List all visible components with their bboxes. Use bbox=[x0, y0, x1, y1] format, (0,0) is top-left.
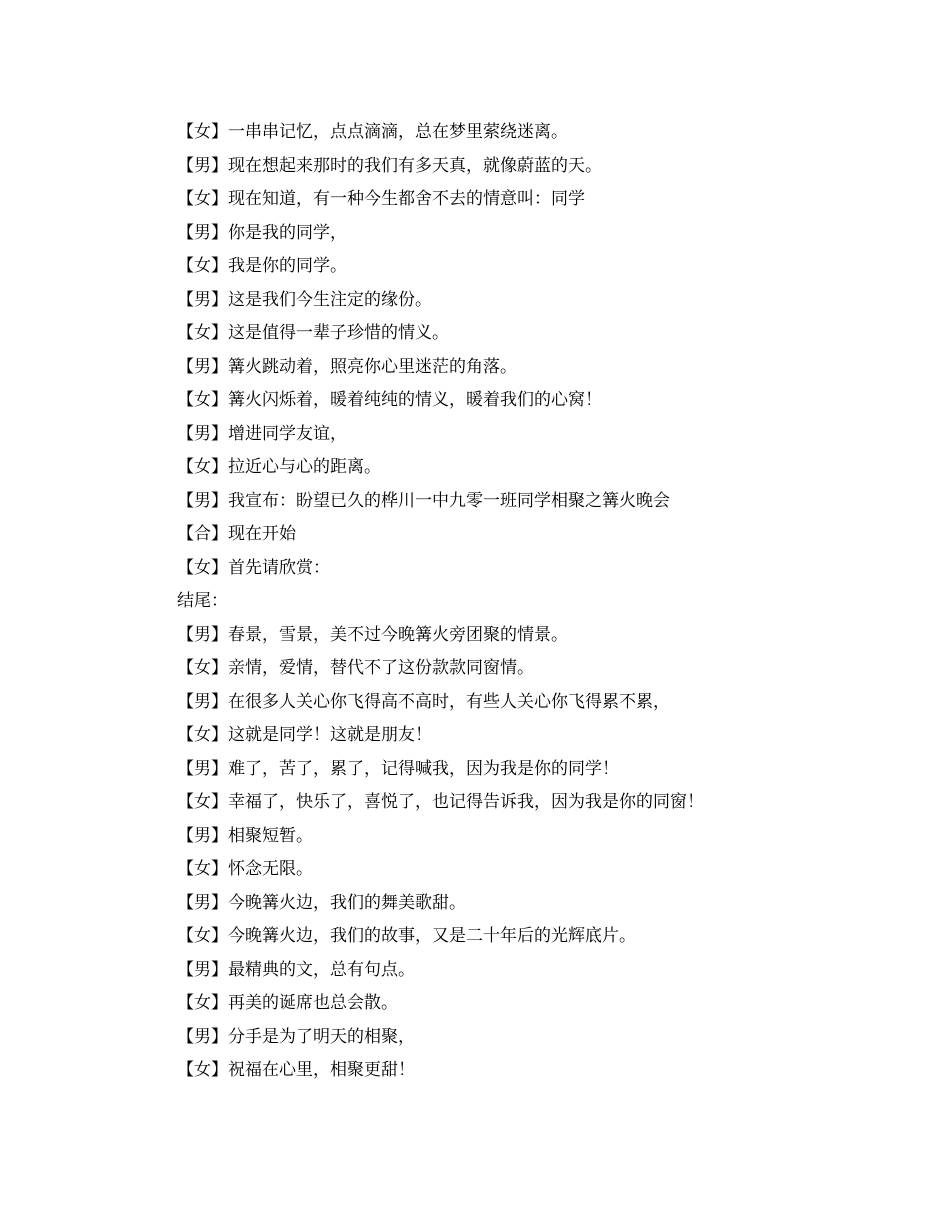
line-text: 亲情，爱情，替代不了这份款款同窗情。 bbox=[228, 658, 534, 678]
line-text: 增进同学友谊， bbox=[228, 423, 347, 444]
script-line bbox=[177, 552, 897, 586]
speaker-tag: 【女】 bbox=[177, 926, 228, 946]
script-line bbox=[177, 250, 897, 284]
script-line bbox=[177, 284, 897, 318]
line-text: 最精典的文，总有句点。 bbox=[228, 959, 415, 980]
script-line bbox=[177, 485, 897, 519]
script-line bbox=[177, 384, 897, 418]
speaker-tag: 【女】 bbox=[177, 557, 228, 578]
speaker-tag: 【女】 bbox=[177, 323, 228, 343]
line-text: 我是你的同学。 bbox=[228, 256, 347, 276]
speaker-tag: 【女】 bbox=[177, 457, 228, 477]
speaker-tag: 【男】 bbox=[177, 624, 228, 645]
speaker-tag: 【男】 bbox=[177, 1026, 228, 1047]
line-text: 怀念无限。 bbox=[228, 859, 313, 879]
line-text: 在很多人关心你飞得高不高时，有些人关心你飞得累不累， bbox=[228, 691, 670, 712]
line-text: 今晚篝火边，我们的故事，又是二十年后的光辉底片。 bbox=[228, 926, 636, 946]
line-text: 结尾： bbox=[177, 591, 228, 611]
speaker-tag: 【男】 bbox=[177, 691, 228, 712]
speaker-tag: 【女】 bbox=[177, 658, 228, 678]
script-line bbox=[177, 217, 897, 251]
line-text: 再美的诞席也总会散。 bbox=[228, 993, 398, 1013]
line-text: 难了，苦了，累了，记得喊我，因为我是你的同学！ bbox=[228, 758, 619, 779]
script-line bbox=[177, 652, 897, 686]
speaker-tag: 【女】 bbox=[177, 390, 228, 410]
line-text: 现在开始 bbox=[228, 524, 296, 544]
script-line bbox=[177, 351, 897, 385]
line-text: 这是值得一辈子珍惜的情义。 bbox=[228, 323, 449, 343]
speaker-tag: 【男】 bbox=[177, 758, 228, 779]
speaker-tag: 【女】 bbox=[177, 189, 228, 209]
line-text: 这是我们今生注定的缘份。 bbox=[228, 289, 432, 310]
script-line bbox=[177, 887, 897, 921]
line-text: 这就是同学！这就是朋友！ bbox=[228, 725, 432, 745]
speaker-tag: 【男】 bbox=[177, 289, 228, 310]
script-line bbox=[177, 150, 897, 184]
script-line bbox=[177, 853, 897, 887]
line-text: 你是我的同学， bbox=[228, 222, 347, 243]
speaker-tag: 【男】 bbox=[177, 959, 228, 980]
script-line bbox=[177, 719, 897, 753]
line-text: 祝福在心里，相聚更甜！ bbox=[228, 1060, 415, 1080]
line-text: 我宣布：盼望已久的桦川一中九零一班同学相聚之篝火晚会 bbox=[228, 490, 670, 511]
script-line bbox=[177, 116, 897, 150]
script-line bbox=[177, 418, 897, 452]
speaker-tag: 【女】 bbox=[177, 792, 228, 812]
speaker-tag: 【男】 bbox=[177, 423, 228, 444]
script-line bbox=[177, 317, 897, 351]
script-line bbox=[177, 1054, 897, 1088]
speaker-tag: 【合】 bbox=[177, 524, 228, 544]
line-text: 篝火闪烁着，暖着纯纯的情义，暖着我们的心窝！ bbox=[228, 390, 602, 410]
script-line bbox=[177, 518, 897, 552]
speaker-tag: 【女】 bbox=[177, 725, 228, 745]
script-line bbox=[177, 987, 897, 1021]
speaker-tag: 【男】 bbox=[177, 222, 228, 243]
script-line bbox=[177, 619, 897, 653]
speaker-tag: 【男】 bbox=[177, 356, 228, 377]
line-text: 幸福了，快乐了，喜悦了，也记得告诉我，因为我是你的同窗！ bbox=[228, 792, 704, 812]
speaker-tag: 【女】 bbox=[177, 993, 228, 1013]
script-line bbox=[177, 686, 897, 720]
script-line bbox=[177, 183, 897, 217]
script-lines bbox=[177, 116, 897, 1088]
line-text: 分手是为了明天的相聚， bbox=[228, 1026, 415, 1047]
line-text: 相聚短暂。 bbox=[228, 825, 313, 846]
speaker-tag: 【女】 bbox=[177, 122, 228, 142]
line-text: 一串串记忆，点点滴滴，总在梦里萦绕迷离。 bbox=[228, 122, 568, 142]
script-line bbox=[177, 954, 897, 988]
speaker-tag: 【男】 bbox=[177, 825, 228, 846]
script-line bbox=[177, 753, 897, 787]
speaker-tag: 【女】 bbox=[177, 1060, 228, 1080]
speaker-tag: 【男】 bbox=[177, 155, 228, 176]
script-line bbox=[177, 820, 897, 854]
section-heading bbox=[177, 585, 897, 619]
line-text: 首先请欣赏： bbox=[228, 557, 330, 578]
line-text: 现在知道，有一种今生都舍不去的情意叫：同学 bbox=[228, 189, 585, 209]
script-line bbox=[177, 920, 897, 954]
speaker-tag: 【男】 bbox=[177, 892, 228, 913]
line-text: 春景，雪景，美不过今晚篝火旁团聚的情景。 bbox=[228, 624, 568, 645]
speaker-tag: 【女】 bbox=[177, 859, 228, 879]
speaker-tag: 【女】 bbox=[177, 256, 228, 276]
script-line bbox=[177, 451, 897, 485]
line-text: 拉近心与心的距离。 bbox=[228, 457, 381, 477]
script-line bbox=[177, 786, 897, 820]
line-text: 今晚篝火边，我们的舞美歌甜。 bbox=[228, 892, 466, 913]
line-text: 现在想起来那时的我们有多天真，就像蔚蓝的天。 bbox=[228, 155, 602, 176]
speaker-tag: 【男】 bbox=[177, 490, 228, 511]
script-line bbox=[177, 1021, 897, 1055]
line-text: 篝火跳动着，照亮你心里迷茫的角落。 bbox=[228, 356, 517, 377]
